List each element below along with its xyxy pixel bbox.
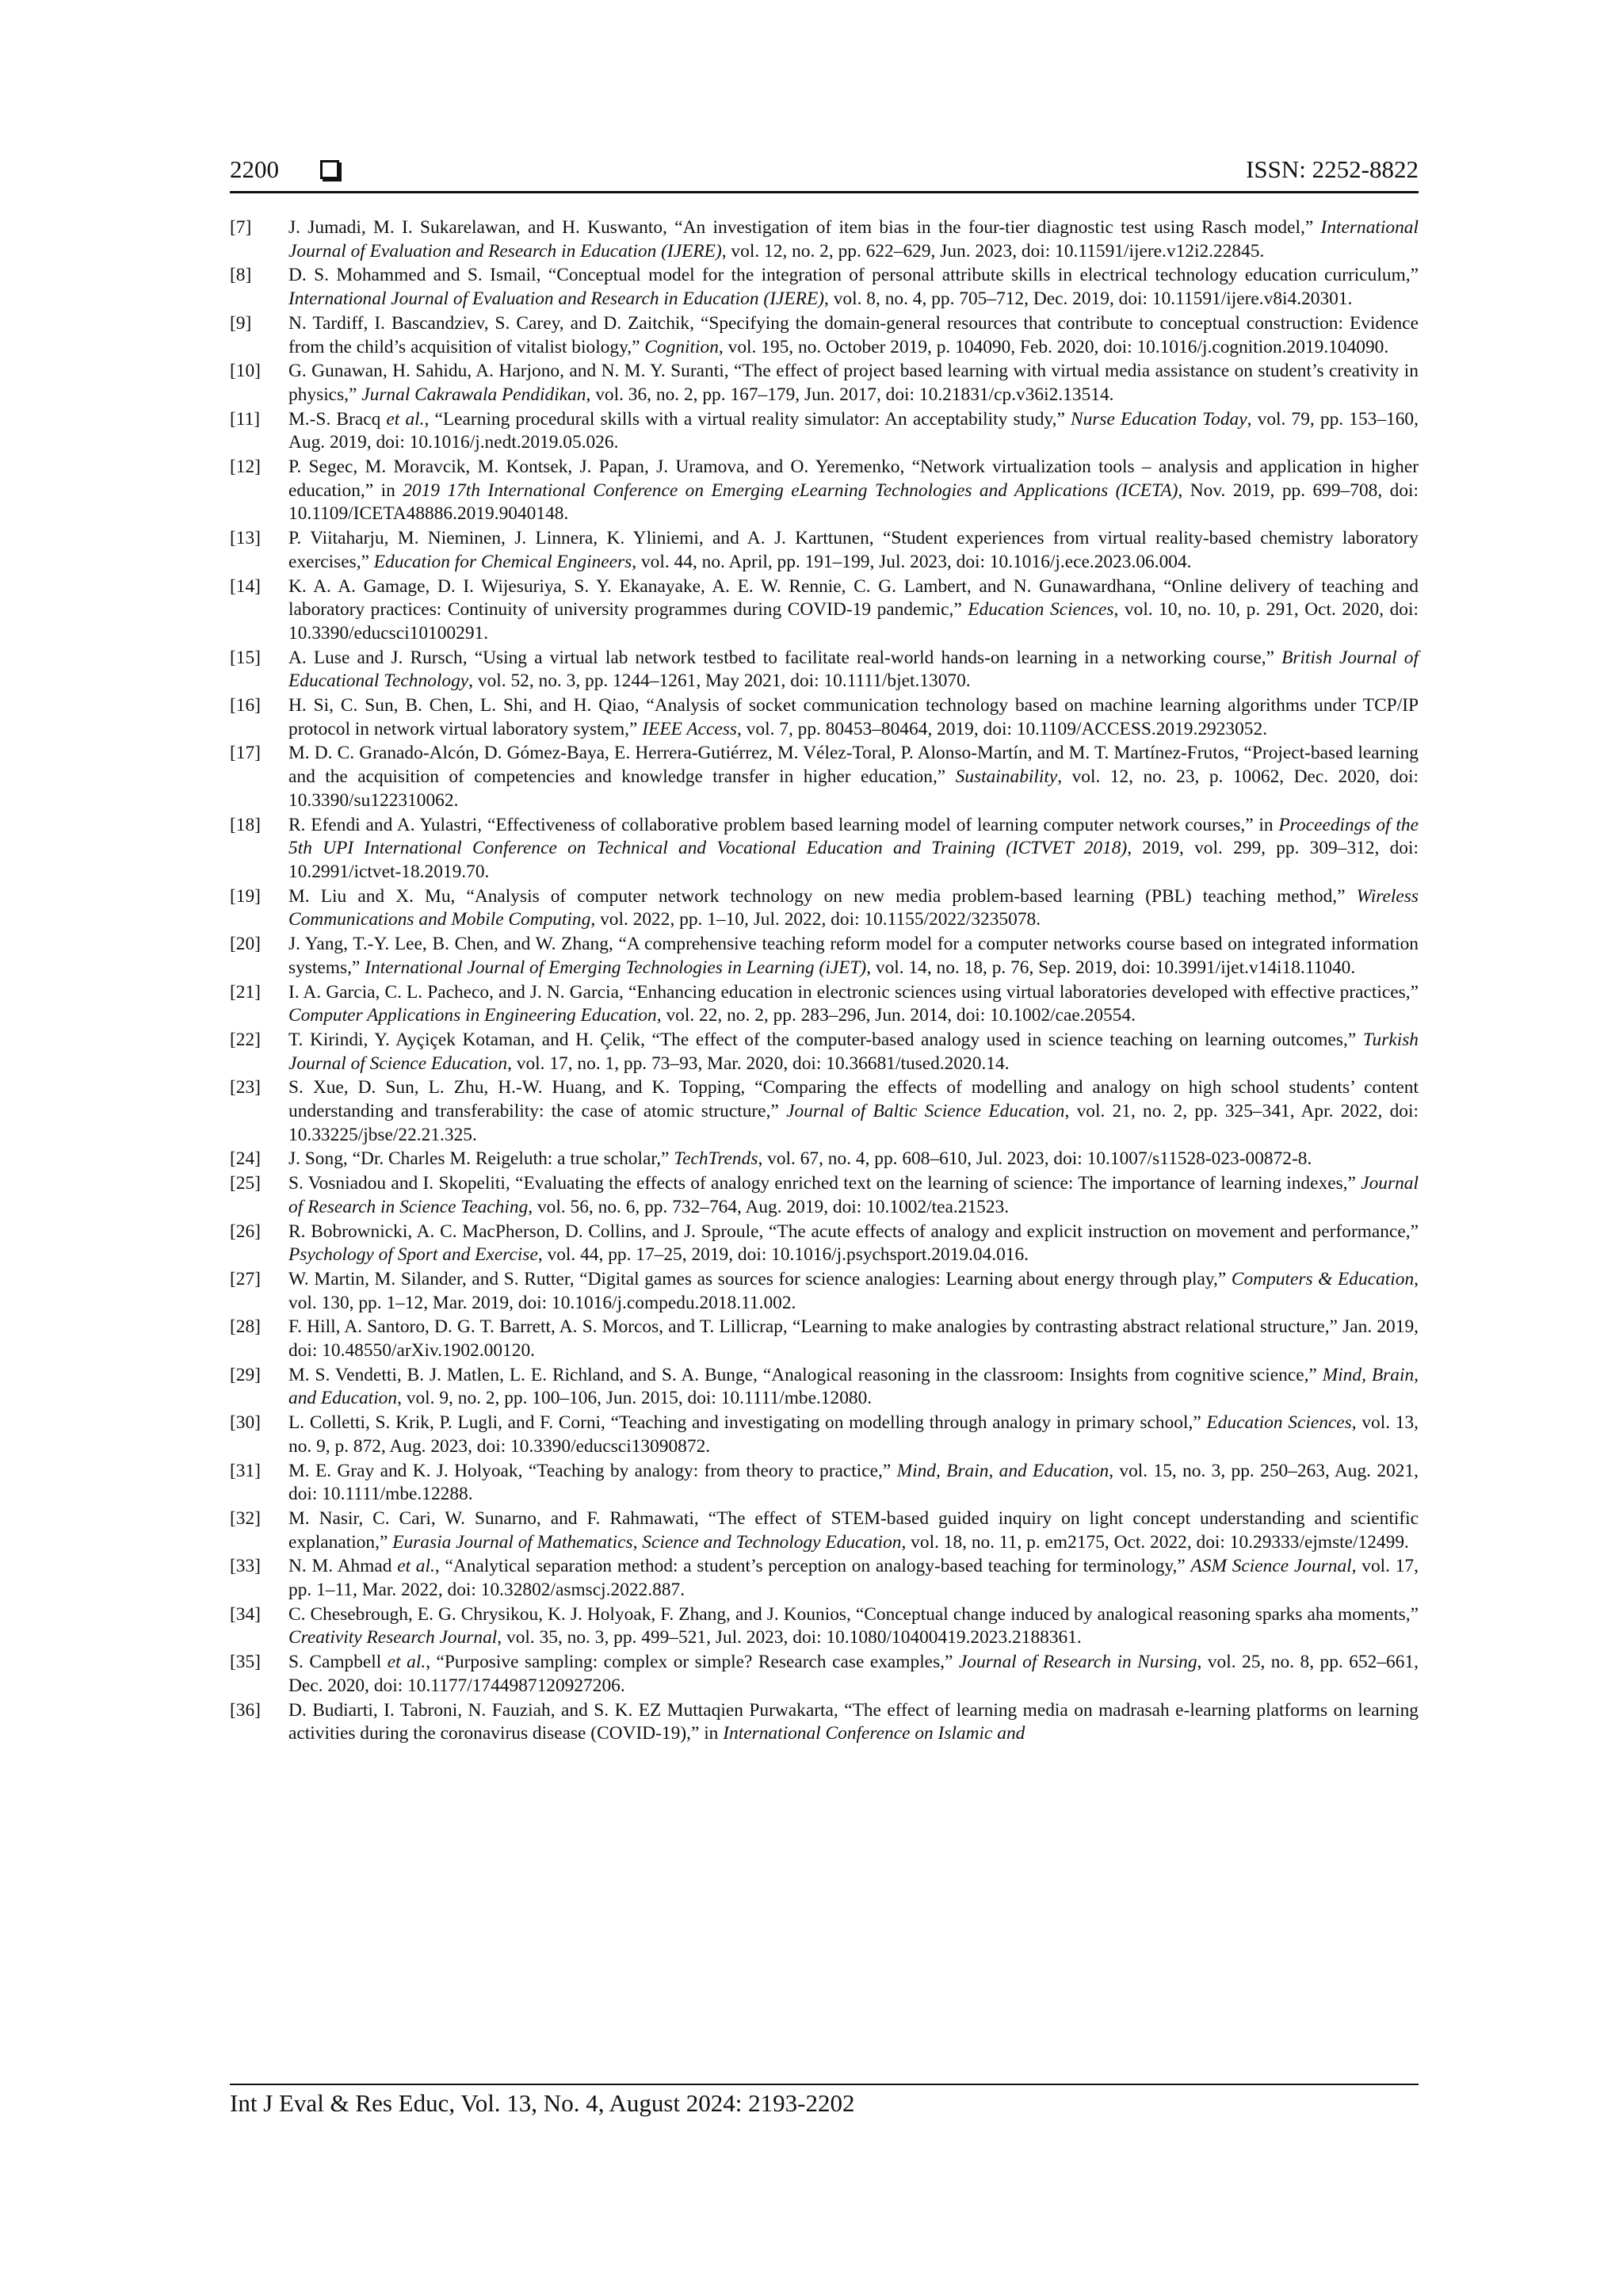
reference-italic-segment: International Journal of Emerging Technologies in Learning (iJET) [365,957,867,978]
reference-segment: D. Budiarti, I. Tabroni, N. Fauziah, and S. K. EZ Muttaqien Purwakarta, “The effect of learning media on madrasah e-learning platforms on learning activities during the coronavirus disease (COVID-19),” in [288,1699,1419,1744]
reference-italic-segment: British Journal of Educational Technology [288,647,1419,692]
reference-segment: M. S. Vendetti, B. J. Matlen, L. E. Richland, and S. A. Bunge, “Analogical reasoning in the classroom: Insights from cognitive science,” [288,1364,1323,1385]
reference-italic-segment: ASM Science Journal [1190,1556,1352,1577]
reference-text [288,933,1419,980]
reference-segment: , vol. 17, no. 1, pp. 73–93, Mar. 2020, doi: 10.36681/tused.2020.14. [507,1052,1010,1074]
reference-text [288,1699,1419,1746]
reference-segment: T. Kirindi, Y. Ayçiçek Kotaman, and H. Çelik, “The effect of the computer-based analogy used in science teaching on learning outcomes,” [288,1029,1363,1050]
reference-text [288,885,1419,932]
reference-text [288,1316,1419,1362]
reference-text [288,527,1419,574]
reference-italic-segment: Computers & Education [1231,1268,1415,1289]
reference-italic-segment: Cognition [644,336,719,357]
reference-text [288,1076,1419,1147]
reference-item [230,885,1419,932]
reference-number: [31] [230,1460,261,1481]
reference-segment: F. Hill, A. Santoro, D. G. T. Barrett, A. S. Morcos, and T. Lillicrap, “Learning to make analogies by contrasting abstract relational structure,” Jan. 2019, doi: 10.48550/arXiv.1902.00120. [288,1316,1419,1362]
reference-text [288,1603,1419,1650]
reference-text [288,408,1419,455]
reference-item [230,360,1419,407]
reference-segment: , vol. 44, pp. 17–25, 2019, doi: 10.1016/j.psychsport.2019.04.016. [537,1244,1029,1266]
reference-text [288,216,1419,263]
reference-number: [20] [230,934,261,955]
reference-italic-segment: Journal of Research in Science Teaching [288,1173,1419,1217]
reference-item [230,527,1419,574]
reference-number: [30] [230,1412,261,1434]
reference-item [230,1651,1419,1698]
reference-number: [28] [230,1316,261,1338]
reference-item [230,1460,1419,1507]
reference-segment: S. Xue, D. Sun, L. Zhu, H.-W. Huang, and K. Topping, “Comparing the effects of modelling and analogy on high school students’ content understanding and transferability: the case of atomic structure,” [288,1077,1419,1122]
reference-text [288,264,1419,311]
reference-text [288,1172,1419,1219]
reference-number: [21] [230,981,261,1003]
reference-italic-segment: TechTrends [674,1148,758,1170]
reference-number: [23] [230,1077,261,1098]
reference-italic-segment: IEEE Access [642,718,737,739]
reference-item [230,264,1419,311]
reference-segment: J. Yang, T.-Y. Lee, B. Chen, and W. Zhang, “A comprehensive teaching reform model for a computer networks course based on integrated information systems,” [288,934,1419,978]
reference-item [230,1172,1419,1219]
reference-number: [16] [230,695,261,716]
reference-segment: , vol. 52, no. 3, pp. 1244–1261, May 2021, doi: 10.1111/bjet.13070. [468,670,971,692]
reference-italic-segment: et al. [397,1556,435,1577]
reference-number: [22] [230,1029,261,1050]
reference-item [230,1555,1419,1602]
reference-item [230,814,1419,884]
reference-text [288,814,1419,884]
reference-number: [12] [230,457,261,478]
reference-text [288,575,1419,646]
reference-segment: J. Song, “Dr. Charles M. Reigeluth: a true scholar,” [288,1148,674,1170]
reference-item [230,1412,1419,1458]
reference-segment: R. Efendi and A. Yulastri, “Effectiveness of collaborative problem based learning model of learning computer network courses,” in [288,814,1279,835]
page-footer: Int J Eval & Res Educ, Vol. 13, No. 4, August 2024: 2193-2202 [230,2089,855,2117]
reference-number: [25] [230,1173,261,1194]
reference-segment: N. M. Ahmad [288,1556,398,1577]
reference-number: [11] [230,408,261,430]
reference-italic-segment: et al. [386,408,425,430]
reference-italic-segment: Computer Applications in Engineering Education [288,1005,657,1026]
reference-italic-segment: International Journal of Evaluation and Research in Education (IJERE) [288,217,1419,262]
reference-number: [15] [230,647,261,668]
reference-segment: , vol. 2022, pp. 1–10, Jul. 2022, doi: 10.1155/2022/3235078. [590,909,1041,930]
reference-italic-segment: Nurse Education Today [1071,408,1247,430]
reference-italic-segment: et al. [387,1652,426,1673]
reference-text [288,1221,1419,1267]
reference-number: [32] [230,1507,261,1529]
reference-italic-segment: Journal of Baltic Science Education [786,1101,1065,1122]
footer-rule [230,2084,1419,2085]
reference-text [288,742,1419,812]
reference-number: [19] [230,885,261,907]
reference-text [288,1268,1419,1315]
reference-text [288,1148,1419,1171]
reference-number: [26] [230,1221,261,1242]
header-rule [230,191,1419,193]
reference-italic-segment: Education Sciences [1206,1412,1352,1434]
reference-segment: , “Purposive sampling: complex or simple? Research case examples,” [426,1652,959,1673]
reference-item [230,456,1419,526]
reference-number: [24] [230,1148,261,1170]
reference-segment: N. Tardiff, I. Bascandziev, S. Carey, and D. Zaitchik, “Specifying the domain-general resources that contribute to conceptual construction: Evidence from the child’s acquisition of vitalist biology,” [288,312,1419,357]
reference-italic-segment: Mind, Brain, and Education [896,1460,1109,1481]
reference-number: [9] [230,312,252,334]
reference-segment: J. Jumadi, M. I. Sukarelawan, and H. Kuswanto, “An investigation of item bias in the four-tier diagnostic test using Rasch model,” [288,217,1321,238]
reference-italic-segment: Education Sciences [968,599,1114,621]
reference-item [230,1699,1419,1746]
reference-segment: , vol. 15, no. 3, pp. 250–263, Aug. 2021, doi: 10.1111/mbe.12288. [288,1460,1419,1505]
reference-text [288,360,1419,407]
reference-item [230,575,1419,646]
reference-segment: , vol. 10, no. 10, p. 291, Oct. 2020, doi: 10.3390/educsci10100291. [288,599,1419,644]
reference-segment: , vol. 44, no. April, pp. 191–199, Jul. 2023, doi: 10.1016/j.ece.2023.06.004. [632,551,1192,572]
reference-italic-segment: Proceedings of the 5th UPI International Conference on Technical and Vocational Education and Training (ICTVET 2018) [288,814,1419,859]
reference-italic-segment: Turkish Journal of Science Education [288,1029,1419,1074]
reference-item [230,742,1419,812]
reference-item [230,1507,1419,1554]
reference-number: [34] [230,1603,261,1625]
reference-number: [7] [230,217,252,238]
reference-number: [8] [230,265,252,286]
reference-item [230,1076,1419,1147]
reference-segment: , Nov. 2019, pp. 699–708, doi: 10.1109/ICETA48886.2019.9040148. [288,479,1419,525]
reference-italic-segment: Creativity Research Journal [288,1627,498,1648]
reference-item [230,216,1419,263]
reference-segment: , vol. 14, no. 18, p. 76, Sep. 2019, doi: 10.3991/ijet.v14i18.11040. [866,957,1356,978]
reference-segment: , vol. 22, no. 2, pp. 283–296, Jun. 2014, doi: 10.1002/cae.20554. [656,1005,1136,1026]
reference-number: [33] [230,1556,261,1577]
reference-italic-segment: Psychology of Sport and Exercise [288,1244,538,1266]
reference-italic-segment: Journal of Research in Nursing [958,1652,1197,1673]
reference-item [230,1029,1419,1075]
reference-segment: S. Campbell [288,1652,388,1673]
reference-item [230,1268,1419,1315]
reference-text [288,981,1419,1028]
reference-segment: A. Luse and J. Rursch, “Using a virtual lab network testbed to facilitate real-world hands-on learning in a networking course,” [288,647,1282,668]
square-box-icon [320,160,339,179]
reference-segment: , vol. 195, no. October 2019, p. 104090, Feb. 2020, doi: 10.1016/j.cognition.2019.104090. [718,336,1389,357]
reference-segment: G. Gunawan, H. Sahidu, A. Harjono, and N. M. Y. Suranti, “The effect of project based learning with virtual media assistance on student’s creativity in physics,” [288,361,1419,405]
reference-item [230,694,1419,741]
reference-item [230,1148,1419,1171]
reference-segment: , vol. 13, no. 9, p. 872, Aug. 2023, doi: 10.3390/educsci13090872. [288,1412,1419,1457]
reference-item [230,1221,1419,1267]
reference-segment: , vol. 25, no. 8, pp. 652–661, Dec. 2020, doi: 10.1177/1744987120927206. [288,1652,1419,1696]
reference-text [288,1555,1419,1602]
reference-segment: L. Colletti, S. Krik, P. Lugli, and F. Corni, “Teaching and investigating on modelling through analogy in primary school,” [288,1412,1207,1434]
reference-segment: M. Nasir, C. Cari, W. Sunarno, and F. Rahmawati, “The effect of STEM-based guided inquiry on light concept understanding and scientific explanation,” [288,1507,1419,1553]
reference-segment: K. A. A. Gamage, D. I. Wijesuriya, S. Y. Ekanayake, A. E. W. Rennie, C. G. Lambert, and N. Gunawardhana, “Online delivery of teaching and laboratory practices: Continuity of university programmes during COVID-19 pandemic,” [288,575,1419,621]
reference-item [230,933,1419,980]
reference-segment: P. Viitaharju, M. Nieminen, J. Linnera, K. Yliniemi, and A. J. Karttunen, “Student experiences from virtual reality-based chemistry laboratory exercises,” [288,528,1419,572]
reference-italic-segment: Education for Chemical Engineers [373,551,632,572]
reference-segment: M.-S. Bracq [288,408,387,430]
reference-segment: C. Chesebrough, E. G. Chrysikou, K. J. Holyoak, F. Zhang, and J. Kounios, “Conceptual change induced by analogical reasoning sparks aha moments,” [288,1603,1419,1625]
reference-italic-segment: International Journal of Evaluation and Research in Education (IJERE) [288,288,825,310]
reference-segment: , vol. 56, no. 6, pp. 732–764, Aug. 2019, doi: 10.1002/tea.21523. [528,1196,1010,1217]
reference-number: [27] [230,1268,261,1289]
reference-text [288,1651,1419,1698]
issn: ISSN: 2252-8822 [1246,155,1419,183]
reference-segment: , vol. 9, no. 2, pp. 100–106, Jun. 2015, doi: 10.1111/mbe.12080. [397,1388,873,1409]
reference-segment: , “Learning procedural skills with a virtual reality simulator: An acceptability study,” [424,408,1071,430]
page-number: 2200 [230,155,279,183]
reference-segment: , vol. 67, no. 4, pp. 608–610, Jul. 2023, doi: 10.1007/s11528-023-00872-8. [758,1148,1312,1170]
reference-number: [36] [230,1699,261,1721]
reference-segment: , vol. 79, pp. 153–160, Aug. 2019, doi: 10.1016/j.nedt.2019.05.026. [288,408,1419,453]
reference-number: [13] [230,528,261,549]
reference-segment: , vol. 17, pp. 1–11, Mar. 2022, doi: 10.32802/asmscj.2022.887. [288,1556,1419,1601]
reference-italic-segment: Wireless Communications and Mobile Computing [288,885,1419,930]
reference-item [230,1603,1419,1650]
reference-item [230,1316,1419,1362]
reference-segment: M. E. Gray and K. J. Holyoak, “Teaching by analogy: from theory to practice,” [288,1460,897,1481]
reference-italic-segment: 2019 17th International Conference on Emerging eLearning Technologies and Applications (ICETA) [403,479,1178,501]
reference-segment: , “Analytical separation method: a student’s perception on analogy-based teaching for terminology,” [434,1556,1191,1577]
page-header [230,155,1419,193]
reference-number: [35] [230,1652,261,1673]
reference-segment: D. S. Mohammed and S. Ismail, “Conceptual model for the integration of personal attribute skills in electrical technology education curriculum,” [288,265,1419,286]
reference-segment: H. Si, C. Sun, B. Chen, L. Shi, and H. Qiao, “Analysis of socket communication technology based on machine learning algorithms under TCP/IP protocol in network virtual laboratory system,” [288,695,1419,739]
reference-item [230,647,1419,693]
reference-segment: W. Martin, M. Silander, and S. Rutter, “Digital games as sources for science analogies: Learning about energy through play,” [288,1268,1232,1289]
reference-segment: , vol. 8, no. 4, pp. 705–712, Dec. 2019, doi: 10.11591/ijere.v8i4.20301. [824,288,1353,310]
reference-text [288,1029,1419,1075]
reference-segment: , vol. 12, no. 2, pp. 622–629, Jun. 2023, doi: 10.11591/ijere.v12i2.22845. [721,240,1265,262]
reference-text [288,1364,1419,1411]
reference-list [230,216,1419,1747]
reference-item [230,1364,1419,1411]
reference-text [288,312,1419,359]
reference-item [230,408,1419,455]
reference-text [288,694,1419,741]
reference-item [230,981,1419,1028]
reference-segment: , vol. 7, pp. 80453–80464, 2019, doi: 10.1109/ACCESS.2019.2923052. [736,718,1268,739]
reference-italic-segment: International Conference on Islamic and [723,1723,1025,1744]
reference-text [288,1460,1419,1507]
reference-number: [18] [230,814,261,835]
reference-segment: , vol. 21, no. 2, pp. 325–341, Apr. 2022, doi: 10.33225/jbse/22.21.325. [288,1101,1419,1145]
reference-number: [10] [230,361,261,382]
reference-segment: , vol. 12, no. 23, p. 10062, Dec. 2020, doi: 10.3390/su122310062. [288,766,1419,811]
reference-segment: , 2019, vol. 299, pp. 309–312, doi: 10.2991/ictvet-18.2019.70. [288,838,1419,882]
reference-segment: , vol. 18, no. 11, p. em2175, Oct. 2022, doi: 10.29333/ejmste/12499. [901,1531,1409,1553]
reference-segment: S. Vosniadou and I. Skopeliti, “Evaluating the effects of analogy enriched text on the learning of science: The importance of learning indexes,” [288,1173,1361,1194]
reference-segment: R. Bobrownicki, A. C. MacPherson, D. Collins, and J. Sproule, “The acute effects of analogy and explicit instruction on movement and performance,” [288,1221,1419,1242]
reference-number: [29] [230,1364,261,1385]
reference-segment: , vol. 35, no. 3, pp. 499–521, Jul. 2023, doi: 10.1080/10400419.2023.2188361. [497,1627,1082,1648]
reference-segment: M. D. C. Granado-Alcón, D. Gómez-Baya, E. Herrera-Gutiérrez, M. Vélez-Toral, P. Alonso-Martín, and M. T. Martínez-Frutos, “Project-based learning and the acquisition of competencies and knowledge transfer in higher education,” [288,743,1419,788]
reference-segment: M. Liu and X. Mu, “Analysis of computer network technology on new media problem-based learning (PBL) teaching method,” [288,885,1357,907]
reference-text [288,1412,1419,1458]
reference-item [230,312,1419,359]
reference-italic-segment: Eurasia Journal of Mathematics, Science and Technology Education [392,1531,902,1553]
reference-segment: , vol. 130, pp. 1–12, Mar. 2019, doi: 10.1016/j.compedu.2018.11.002. [288,1268,1419,1313]
reference-text [288,456,1419,526]
reference-segment: P. Segec, M. Moravcik, M. Kontsek, J. Papan, J. Uramova, and O. Yeremenko, “Network virtualization tools – analysis and application in higher education,” in [288,457,1419,501]
reference-italic-segment: Mind, Brain, and Education [288,1364,1419,1409]
reference-segment: I. A. Garcia, C. L. Pacheco, and J. N. Garcia, “Enhancing education in electronic sciences using virtual laboratories developed with effective practices,” [288,981,1419,1003]
reference-number: [14] [230,575,261,597]
reference-italic-segment: Sustainability [955,766,1058,788]
reference-text [288,1507,1419,1554]
reference-text [288,647,1419,693]
reference-segment: , vol. 36, no. 2, pp. 167–179, Jun. 2017, doi: 10.21831/cp.v36i2.13514. [586,384,1114,405]
reference-number: [17] [230,743,261,764]
reference-italic-segment: Jurnal Cakrawala Pendidikan [361,384,586,405]
